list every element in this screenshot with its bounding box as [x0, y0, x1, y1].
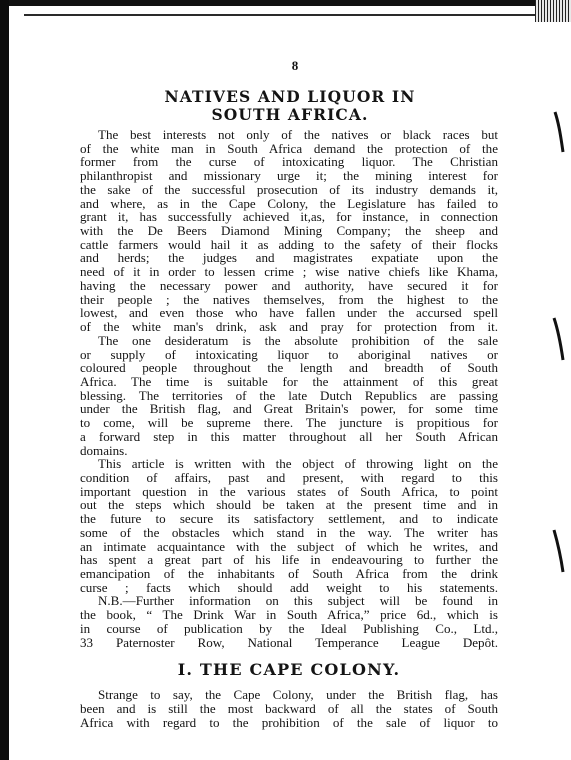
text-line: the sake of the successful prosecution of its industry demands it, [80, 181, 498, 197]
text-line: curse ; facts which should add weight to his statements. [80, 579, 498, 595]
paragraph [80, 334, 498, 457]
scan-top-edge [0, 0, 571, 6]
text-line: domains. [80, 442, 128, 458]
text-line: the book, “ The Drink War in South Africa,” price 6d., which is [80, 607, 498, 623]
text-line: of the white man's drink, ask and pray for protection from it. [80, 319, 498, 335]
text-line: emancipation of the inhabitants of South Africa from the drink [80, 566, 498, 581]
text-line: cattle farmers would hail it as adding to the safety of their flocks [80, 236, 498, 252]
text-line: The one desideratum is the absolute prohibition of the sale [98, 332, 498, 348]
text-line: need of it in order to lessen crime ; wise native chiefs like Khama, [80, 264, 498, 280]
text-line: the future to secure its satisfactory settlement, and to indicate [80, 511, 498, 527]
scan-left-edge [0, 0, 9, 760]
text-line: important question in the various states of South Africa, to point [80, 483, 498, 499]
article-title-line-1: NATIVES AND LIQUOR IN [164, 87, 416, 106]
text-line: or supply of intoxicating liquor to aboriginal natives or [80, 346, 498, 362]
article-title-line-2: SOUTH AFRICA. [211, 105, 369, 124]
text-line: some of the obstacles which stand in the way. The writer has [80, 524, 498, 540]
text-line: Africa. The time is suitable for the attainment of this great [80, 373, 498, 389]
paragraph [80, 688, 498, 729]
text-line: their people ; the natives themselves, from the highest to the [80, 291, 498, 307]
paragraph [80, 594, 498, 649]
text-line: having the necessary power and authority, have secured it for [80, 277, 498, 293]
text-line: under the British flag, and Great Britain's power, for some time [80, 401, 498, 417]
text-line: lowest, and even those who have fallen under the accursed spell [80, 305, 498, 321]
text-line: and herds; the judges and magistrates expatiate upon the [80, 250, 498, 266]
article-title [100, 88, 480, 124]
text-line: condition of affairs, past and present, with regard to this [80, 469, 498, 485]
text-line: with the De Beers Diamond Mining Company; the sheep and [80, 223, 498, 239]
text-line: to come, will be supreme there. The juncture is propitious for [80, 415, 498, 431]
text-line: out the steps which should be taken at the present time and in [80, 497, 498, 513]
section-paragraphs [80, 688, 498, 729]
intro-paragraphs [80, 128, 498, 649]
paragraph [80, 128, 498, 334]
text-line: and where, as in the Cape Colony, the Legislature has failed to [80, 195, 498, 211]
text-line: N.B.—Further information on this subject will be found in [98, 593, 498, 609]
text-line: has spent a great part of his life in endeavouring to further the [80, 552, 498, 568]
text-line: in course of publication by the Ideal Publishing Co., Ltd., [80, 620, 498, 636]
text-line: a forward step in this matter throughout all her South African [80, 428, 498, 444]
text-line: of the white man in South Africa demand the protection of the [80, 140, 498, 156]
text-line: This article is written with the object of throwing light on the [98, 456, 498, 472]
text-line: Africa with regard to the prohibition of the sale of liquor to [80, 714, 498, 730]
text-line: blessing. The territories of the late Dutch Republics are passing [80, 387, 498, 403]
text-line: coloured people throughout the length and breadth of South [80, 360, 498, 376]
text-line: an intimate acquaintance with the subject of which he writes, and [80, 538, 498, 554]
text-line: philanthropist and missionary urge it; the mining interest for [80, 168, 498, 184]
scan-top-rule [24, 14, 536, 16]
paragraph [80, 457, 498, 594]
page-number: 8 [291, 58, 299, 73]
article-body [80, 128, 498, 729]
text-line: The best interests not only of the natives or black races but [98, 127, 498, 142]
text-line: 33 Paternoster Row, National Temperance League Depôt. [80, 634, 498, 650]
binding-marks [549, 0, 571, 760]
text-line: former from the curse of intoxicating liquor. The Christian [80, 154, 498, 170]
section-heading: I. THE CAPE COLONY. [177, 660, 401, 680]
text-line: Strange to say, the Cape Colony, under the British flag, has [98, 687, 498, 703]
text-line: grant it, has successfully achieved it,as, for instance, in connection [80, 209, 498, 225]
text-line: been and is still the most backward of all the states of South [80, 701, 498, 717]
